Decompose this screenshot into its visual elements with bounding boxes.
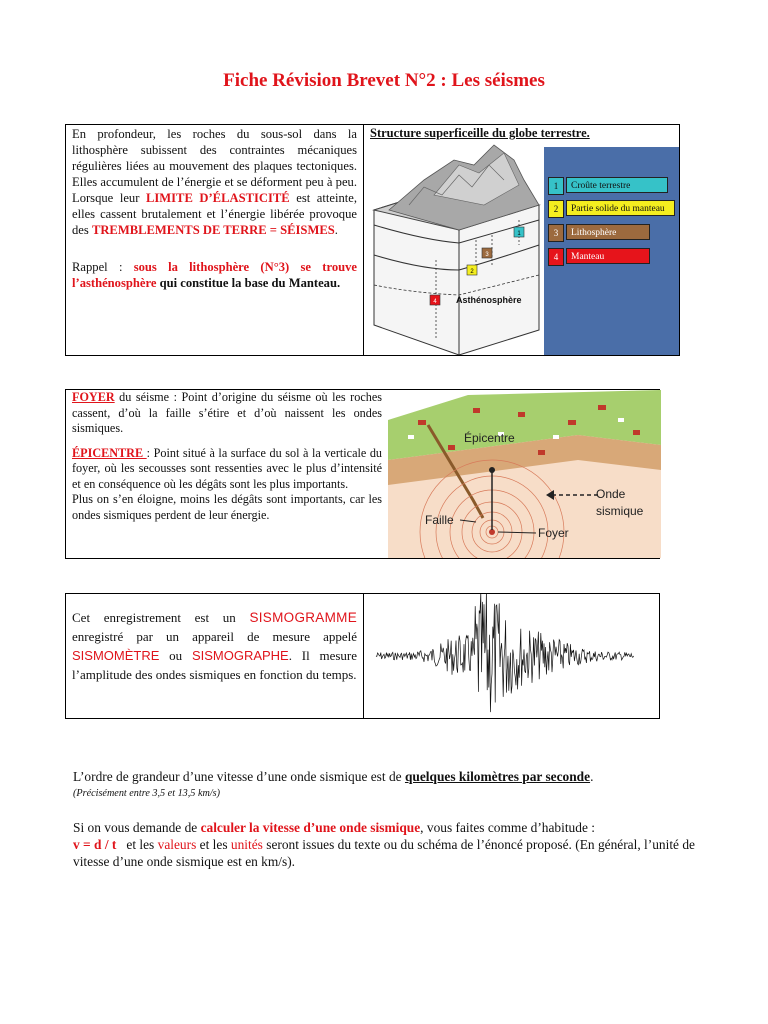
- bottom-text: [73, 768, 698, 870]
- foyer-text: du séisme : Point d’origine du séisme où les roches cassent, d’où la faille s’étire et d’où naissent les ondes sismiques.: [72, 390, 382, 435]
- sismographe-word: SISMOGRAPHE: [191, 648, 289, 663]
- p1-end: .: [590, 769, 594, 784]
- marker-2: 2: [470, 269, 474, 275]
- p3-c: seront issues du texte ou du schéma de l’énoncé proposé. (En général, l’unité de vitesse d’une onde sismique est en km/s).: [73, 837, 695, 869]
- diagram-faille-label: Faille: [425, 513, 454, 527]
- diagram-onde-label: Onde: [596, 487, 626, 501]
- lithosphere-box: [65, 124, 680, 356]
- legend-label-1: Croûte terrestre: [566, 177, 668, 193]
- s-text-c: ou: [159, 648, 192, 663]
- sismogramme-word: SISMOGRAMME: [249, 610, 357, 625]
- lithosphere-text: [66, 125, 364, 355]
- seismogram-trace: [364, 594, 659, 718]
- p2-b: , vous faites comme d’habitude :: [420, 820, 595, 835]
- legend-label-2: Partie solide du manteau: [566, 200, 675, 216]
- p3-b: et les: [196, 837, 231, 852]
- seismogram-line: [376, 594, 634, 712]
- limite-elasticite: LIMITE D’ÉLASTICITÉ: [145, 191, 290, 205]
- globe-structure-illustration: [364, 125, 679, 355]
- diagram-title: Structure superficeille du globe terrestre.: [370, 126, 590, 140]
- diagram-sismique-label: sismique: [596, 504, 644, 518]
- plus-text: Plus on s’en éloigne, moins les dégâts sont importants, car les ondes sismiques perdent de leur énergie.: [72, 492, 382, 522]
- legend-label-4: Manteau: [566, 248, 650, 264]
- p1-note: (Précisément entre 3,5 et 13,5 km/s): [73, 788, 221, 799]
- s-text-d: . Il mesure l’amplitude des ondes sismiques en fonction du temps.: [72, 648, 357, 682]
- s-text-a: Cet enregistrement est un: [72, 610, 250, 625]
- legend-num-3: 3: [548, 224, 564, 242]
- seismogram-image: [364, 594, 659, 718]
- structure-diagram: [364, 125, 679, 355]
- formula: v = d / t: [73, 837, 117, 852]
- text-a: En profondeur, les roches du sous-sol dans la lithosphère subissent des contraintes mécaniques régulières liées au mouvement des plaques tectoniques. Elles accumulent de l’énergie et se déforment peu à peu. Lorsque leur: [72, 127, 357, 205]
- s-text-b: enregistré par un appareil de mesure appelé: [72, 629, 357, 644]
- p2-red: calculer la vitesse d’une onde sismique: [200, 820, 421, 835]
- p1-bold: quelques kilomètres par seconde: [404, 769, 591, 784]
- text-c: .: [334, 223, 338, 237]
- sismogramme-text: [66, 594, 364, 718]
- seisme-diagram: [388, 390, 661, 558]
- rappel-black: qui constitue la base du Manteau.: [156, 276, 341, 290]
- p3-a: et les: [116, 837, 158, 852]
- legend-num-2: 2: [548, 200, 564, 218]
- marker-3: 3: [485, 252, 489, 258]
- foyer-label: FOYER: [72, 390, 115, 404]
- diagram-foyer-label: Foyer: [538, 526, 569, 540]
- legend-num-1: 1: [548, 177, 564, 195]
- marker-1: 1: [517, 231, 521, 237]
- p1-a: L’ordre de grandeur d’une vitesse d’une onde sismique est de: [73, 769, 405, 784]
- page-title: Fiche Révision Brevet N°2 : Les séismes: [223, 70, 545, 91]
- asthenosphere-label: Asthénosphère: [456, 295, 522, 305]
- unites-word: unités: [230, 837, 263, 852]
- tremblements: TREMBLEMENTS DE TERRE = SÉISMES: [91, 223, 335, 237]
- epicentre-label: ÉPICENTRE: [72, 445, 147, 460]
- text-b: est atteinte, elles cassent brutalement et l’énergie libérée provoque des: [72, 191, 357, 237]
- epicentre-text: : Point situé à la surface du sol à la verticale du foyer, où les secousses sont ressenties avec le plus d’intensité et en conséquence où les dégâts sont les plus importants.: [72, 445, 383, 491]
- rappel-label: Rappel :: [72, 260, 134, 274]
- valeurs-word: valeurs: [157, 837, 197, 852]
- legend-num-4: 4: [548, 248, 564, 266]
- rappel-red: sous la lithosphère (N°3) se trouve l’asthénosphère: [72, 260, 358, 290]
- legend-label-3: Lithosphère: [566, 224, 650, 240]
- seisme-text: [66, 390, 386, 558]
- seisme-box: [65, 389, 660, 559]
- sismogramme-box: [65, 593, 660, 719]
- sismometre-word: SISMOMÈTRE: [72, 648, 160, 663]
- marker-4: 4: [433, 299, 437, 305]
- p2-a: Si on vous demande de: [73, 820, 201, 835]
- diagram-epicentre-label: Épicentre: [464, 431, 515, 445]
